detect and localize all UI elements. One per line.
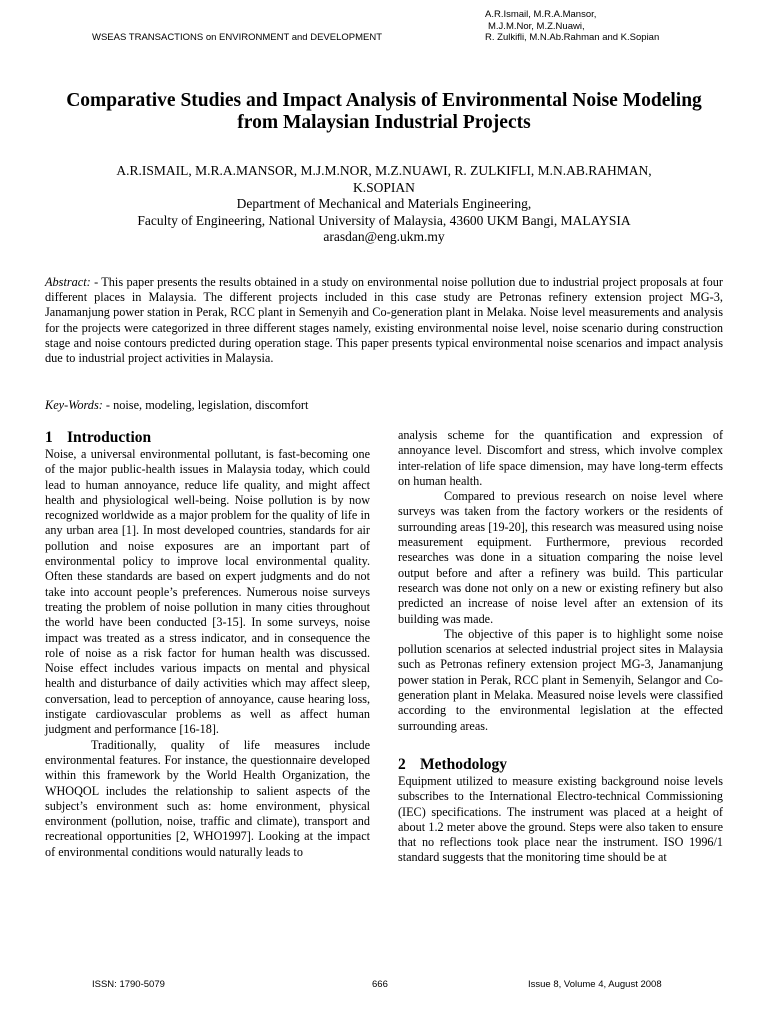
intro-paragraph-4: The objective of this paper is to highlight some noise pollution scenarios at selected industrial project sites in Malaysia such as Petronas refinery extension project MG-3, Janamanjung power station in Perak, RCC plant in Semenyih, Selangor and Co-generation plant in Melaka. Measured noise levels were classified according to the environmental legislation at the effected surrounding areas. xyxy=(398,626,723,733)
author-department: Department of Mechanical and Materials Engineering, xyxy=(236,196,532,211)
running-header-author-line: M.J.M.Nor, M.Z.Nuawi, xyxy=(488,20,585,32)
intro-paragraph-2-continued: analysis scheme for the quantification and expression of annoyance level. Discomfort and stress, which involve complex inter-relation of life space dimension, may have long-term effects on human health. xyxy=(398,428,723,488)
abstract-label: Abstract: xyxy=(45,275,91,289)
paper-title-line: from Malaysian Industrial Projects xyxy=(237,112,531,133)
running-header-journal: WSEAS TRANSACTIONS on ENVIRONMENT and DEVELOPMENT xyxy=(92,32,382,43)
keywords-text: - noise, modeling, legislation, discomfort xyxy=(102,398,309,412)
abstract-text: - This paper presents the results obtained in a study on environmental noise pollution due to industrial project proposals at four different places in Malaysia. The different projects included in this case study are Petronas refinery extension project MG-3, Janamanjung power station in Perak, RCC plant in Semenyih and Co-generation plant in Melaka. Noise level measurements and analysis for the projects were categorized in three different stages namely, existing environmental noise level, noise scenario during construction stage and noise contours predicted during operation stage. This paper presents typical environmental noise scenarios and impact analysis due to industrial project activities in Malaysia. xyxy=(45,275,723,366)
section-heading-introduction xyxy=(45,428,370,447)
author-names: A.R.ISMAIL, M.R.A.MANSOR, M.J.M.NOR, M.Z.NUAWI, R. ZULKIFLI, M.N.AB.RAHMAN, xyxy=(116,163,652,178)
intro-paragraph-2: Traditionally, quality of life measures include environmental features. For instance, the questionnaire developed within this framework by the World Health Organization, the WHOQOL includes the relationship to salient aspects of the subject’s environment such as: home environment, physical environment (pollution, noise, traffic and climate), transport and recreational opportunities [2, WHO1997]. Looking at the impact of environmental conditions would naturally leads to xyxy=(45,737,370,859)
left-column xyxy=(45,428,370,860)
paper-title-line: Comparative Studies and Impact Analysis of Environmental Noise Modeling xyxy=(66,90,702,111)
abstract xyxy=(45,275,723,366)
right-column xyxy=(398,428,723,866)
running-header-author-line: A.R.Ismail, M.R.A.Mansor, xyxy=(485,9,597,20)
footer-issue: Issue 8, Volume 4, August 2008 xyxy=(528,979,662,990)
author-names-cont: K.SOPIAN xyxy=(353,179,415,195)
keywords-label: Key-Words: xyxy=(45,398,103,412)
footer-page-number: 666 xyxy=(372,979,388,990)
footer-issn: ISSN: 1790-5079 xyxy=(92,979,165,990)
section-title: Methodology xyxy=(420,755,507,773)
running-header-authors xyxy=(485,9,725,44)
author-email: arasdan@eng.ukm.my xyxy=(323,229,445,244)
author-block xyxy=(40,163,728,246)
method-paragraph-1: Equipment utilized to measure existing background noise levels subscribes to the International Electro-technical Commissioning (IEC) specifications. The instrument was placed at a height of about 1.2 meter above the ground. Steps were also taken to ensure that no reflections took place near the instrument. ISO 1996/1 standard suggests that the monitoring time should be at xyxy=(398,773,723,865)
section-heading-methodology xyxy=(398,755,723,774)
intro-paragraph-3: Compared to previous research on noise level where surveys was taken from the factory workers or the residents of surrounding areas [19-20], this research was measured using noise measurement equipment. Furthermore, previous recorded researches was done in a situation comparing the noise level output before and after a refinery was build. This particular research was done not only on a new or existing refinery but also predicted an increase of noise level after an extension of its building was made. xyxy=(398,489,723,626)
section-number: 2 xyxy=(398,755,406,773)
paper-title xyxy=(40,90,728,134)
intro-paragraph-1: Noise, a universal environmental pollutant, is fast-becoming one of the major public-health issues in Malaysia today, which could lead to human annoyance, reduce life quality, and might affect health and physiological well-being. Noise pollution is by now recognized worldwide as a major problem for the quality of life in any urban area [1]. In most developed countries, standards for air pollution and noise exposures are an important part of environmental policy to improve local environmental quality. Often these standards are based on expert judgments and do not take into account people’s preferences. Numerous noise surveys treating the problem of noise pollution in many cities throughout the world have been conducted [3-15]. In some surveys, noise impact was treated as a stress indicator, and in consequence the role of noise as a risk factor for human health was discussed. Noise effect includes various impacts on mental and physical health and disturbance of daily activities which may affect sleep, conversation, lead to perception of annoyance, cause hearing loss, instigate cardiovascular problems as well as affect human judgment and performance [16-18]. xyxy=(45,447,370,737)
keywords xyxy=(45,398,723,413)
section-spacer xyxy=(398,734,723,755)
running-header-author-line: R. Zulkifli, M.N.Ab.Rahman and K.Sopian xyxy=(485,32,660,43)
author-faculty: Faculty of Engineering, National University of Malaysia, 43600 UKM Bangi, MALAYSIA xyxy=(137,212,631,228)
section-title: Introduction xyxy=(67,429,152,446)
section-number: 1 xyxy=(45,429,53,446)
